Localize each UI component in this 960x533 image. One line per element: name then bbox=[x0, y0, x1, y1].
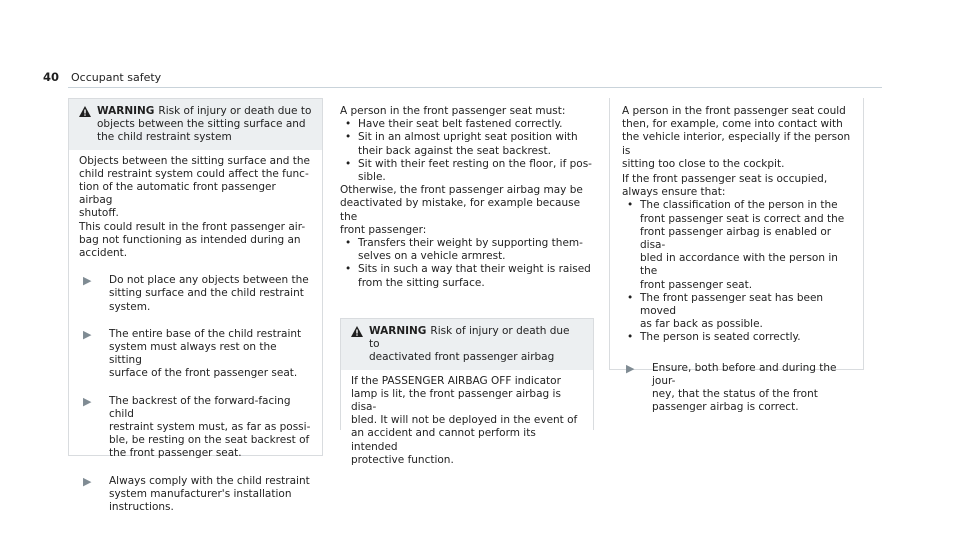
list-item: • Sit with their feet resting on the floor, if pos- sible. bbox=[340, 158, 595, 184]
warning-label: WARNING bbox=[97, 105, 155, 117]
warning-header bbox=[69, 99, 322, 150]
paragraph: If the front passenger seat is occupied, always ensure that: bbox=[622, 173, 828, 199]
column-3-box bbox=[609, 98, 864, 414]
step-arrow-icon: ▶ bbox=[83, 474, 92, 488]
warning-header bbox=[341, 319, 593, 370]
warning-title: WARNING Risk of injury or death due to objects between the sitting surface and the child restraint system bbox=[97, 105, 312, 144]
column-2-text bbox=[340, 105, 595, 290]
list-item: • Transfers their weight by supporting them- selves on a vehicle armrest. bbox=[340, 237, 595, 263]
step-arrow-icon: ▶ bbox=[626, 361, 635, 375]
list-item: • The front passenger seat has been moved as far back as possible. bbox=[622, 292, 851, 332]
warning-box-child-restraint bbox=[68, 98, 323, 514]
warning-triangle-icon bbox=[351, 325, 369, 365]
page-number: 40 bbox=[43, 70, 60, 84]
warning-body: Objects between the sitting surface and the child restraint system could affect the func- tion of the automatic front passenger airbag shutoff. This could result in the front passenger air- bag not functioning as intended during an accident. ▶ Do not place any objects between the sitting surface and the child restraint system. ▶ The entire base of the child restraint system must always rest on the sitting surface of the front passenger seat. ▶ The backrest of the forward-facing child restraint system must, as far as possi- ble, be resting on the seat backrest of the front passenger seat. ▶ Always comply with the child restraint system manufacturer's installation instructions. bbox=[79, 154, 311, 514]
warning-title: WARNING Risk of injury or death due to deactivated front passenger airbag bbox=[369, 325, 570, 364]
instruction-step: ▶ The backrest of the forward-facing child restraint system must, as far as possi- ble, be resting on the seat backrest of the front passenger seat. bbox=[79, 395, 312, 461]
warning-label: WARNING bbox=[369, 325, 427, 337]
warning-body: If the PASSENGER AIRBAG OFF indicator lamp is lit, the front passenger airbag is disa- bled. It will not be deployed in the event of an accident and cannot perform its intended protective function. bbox=[351, 374, 578, 466]
list-item: • Have their seat belt fastened correctly. bbox=[340, 118, 595, 131]
paragraph: A person in the front passenger seat could then, for example, come into contact with the vehicle interior, especially if the person is sitting too close to the cockpit. bbox=[622, 105, 851, 170]
page-header bbox=[43, 71, 161, 84]
instruction-step: ▶ Ensure, both before and during the jour- ney, that the status of the front passenger airbag is correct. bbox=[622, 362, 851, 415]
list-item: • Sit in an almost upright seat position with their back against the seat backrest. bbox=[340, 131, 595, 157]
instruction-step: ▶ Do not place any objects between the sitting surface and the child restraint system. bbox=[79, 274, 312, 314]
step-arrow-icon: ▶ bbox=[83, 327, 92, 341]
requirements-list bbox=[340, 118, 595, 184]
warning-box-airbag-deactivated bbox=[340, 318, 594, 466]
otherwise-paragraph: Otherwise, the front passenger airbag may be deactivated by mistake, for example because the front passenger: bbox=[340, 184, 583, 236]
list-item: • The classification of the person in the front passenger seat is correct and the front passenger airbag is enabled or disa- bled in accordance with the person in the front passenger seat. bbox=[622, 199, 851, 291]
section-title: Occupant safety bbox=[71, 71, 162, 84]
instruction-step: ▶ Always comply with the child restraint system manufacturer's installation instructions. bbox=[79, 475, 312, 515]
step-arrow-icon: ▶ bbox=[83, 394, 92, 408]
list-item: • Sits in such a way that their weight is raised from the sitting surface. bbox=[340, 263, 595, 289]
intro-text: A person in the front passenger seat must: bbox=[340, 105, 566, 117]
warning-triangle-icon bbox=[79, 105, 97, 145]
header-divider bbox=[68, 87, 882, 88]
checklist bbox=[622, 199, 851, 344]
reasons-list bbox=[340, 237, 595, 290]
step-arrow-icon: ▶ bbox=[83, 274, 92, 288]
instruction-step: ▶ The entire base of the child restraint system must always rest on the sitting surface of the front passenger seat. bbox=[79, 328, 312, 381]
list-item: • The person is seated correctly. bbox=[622, 331, 851, 344]
